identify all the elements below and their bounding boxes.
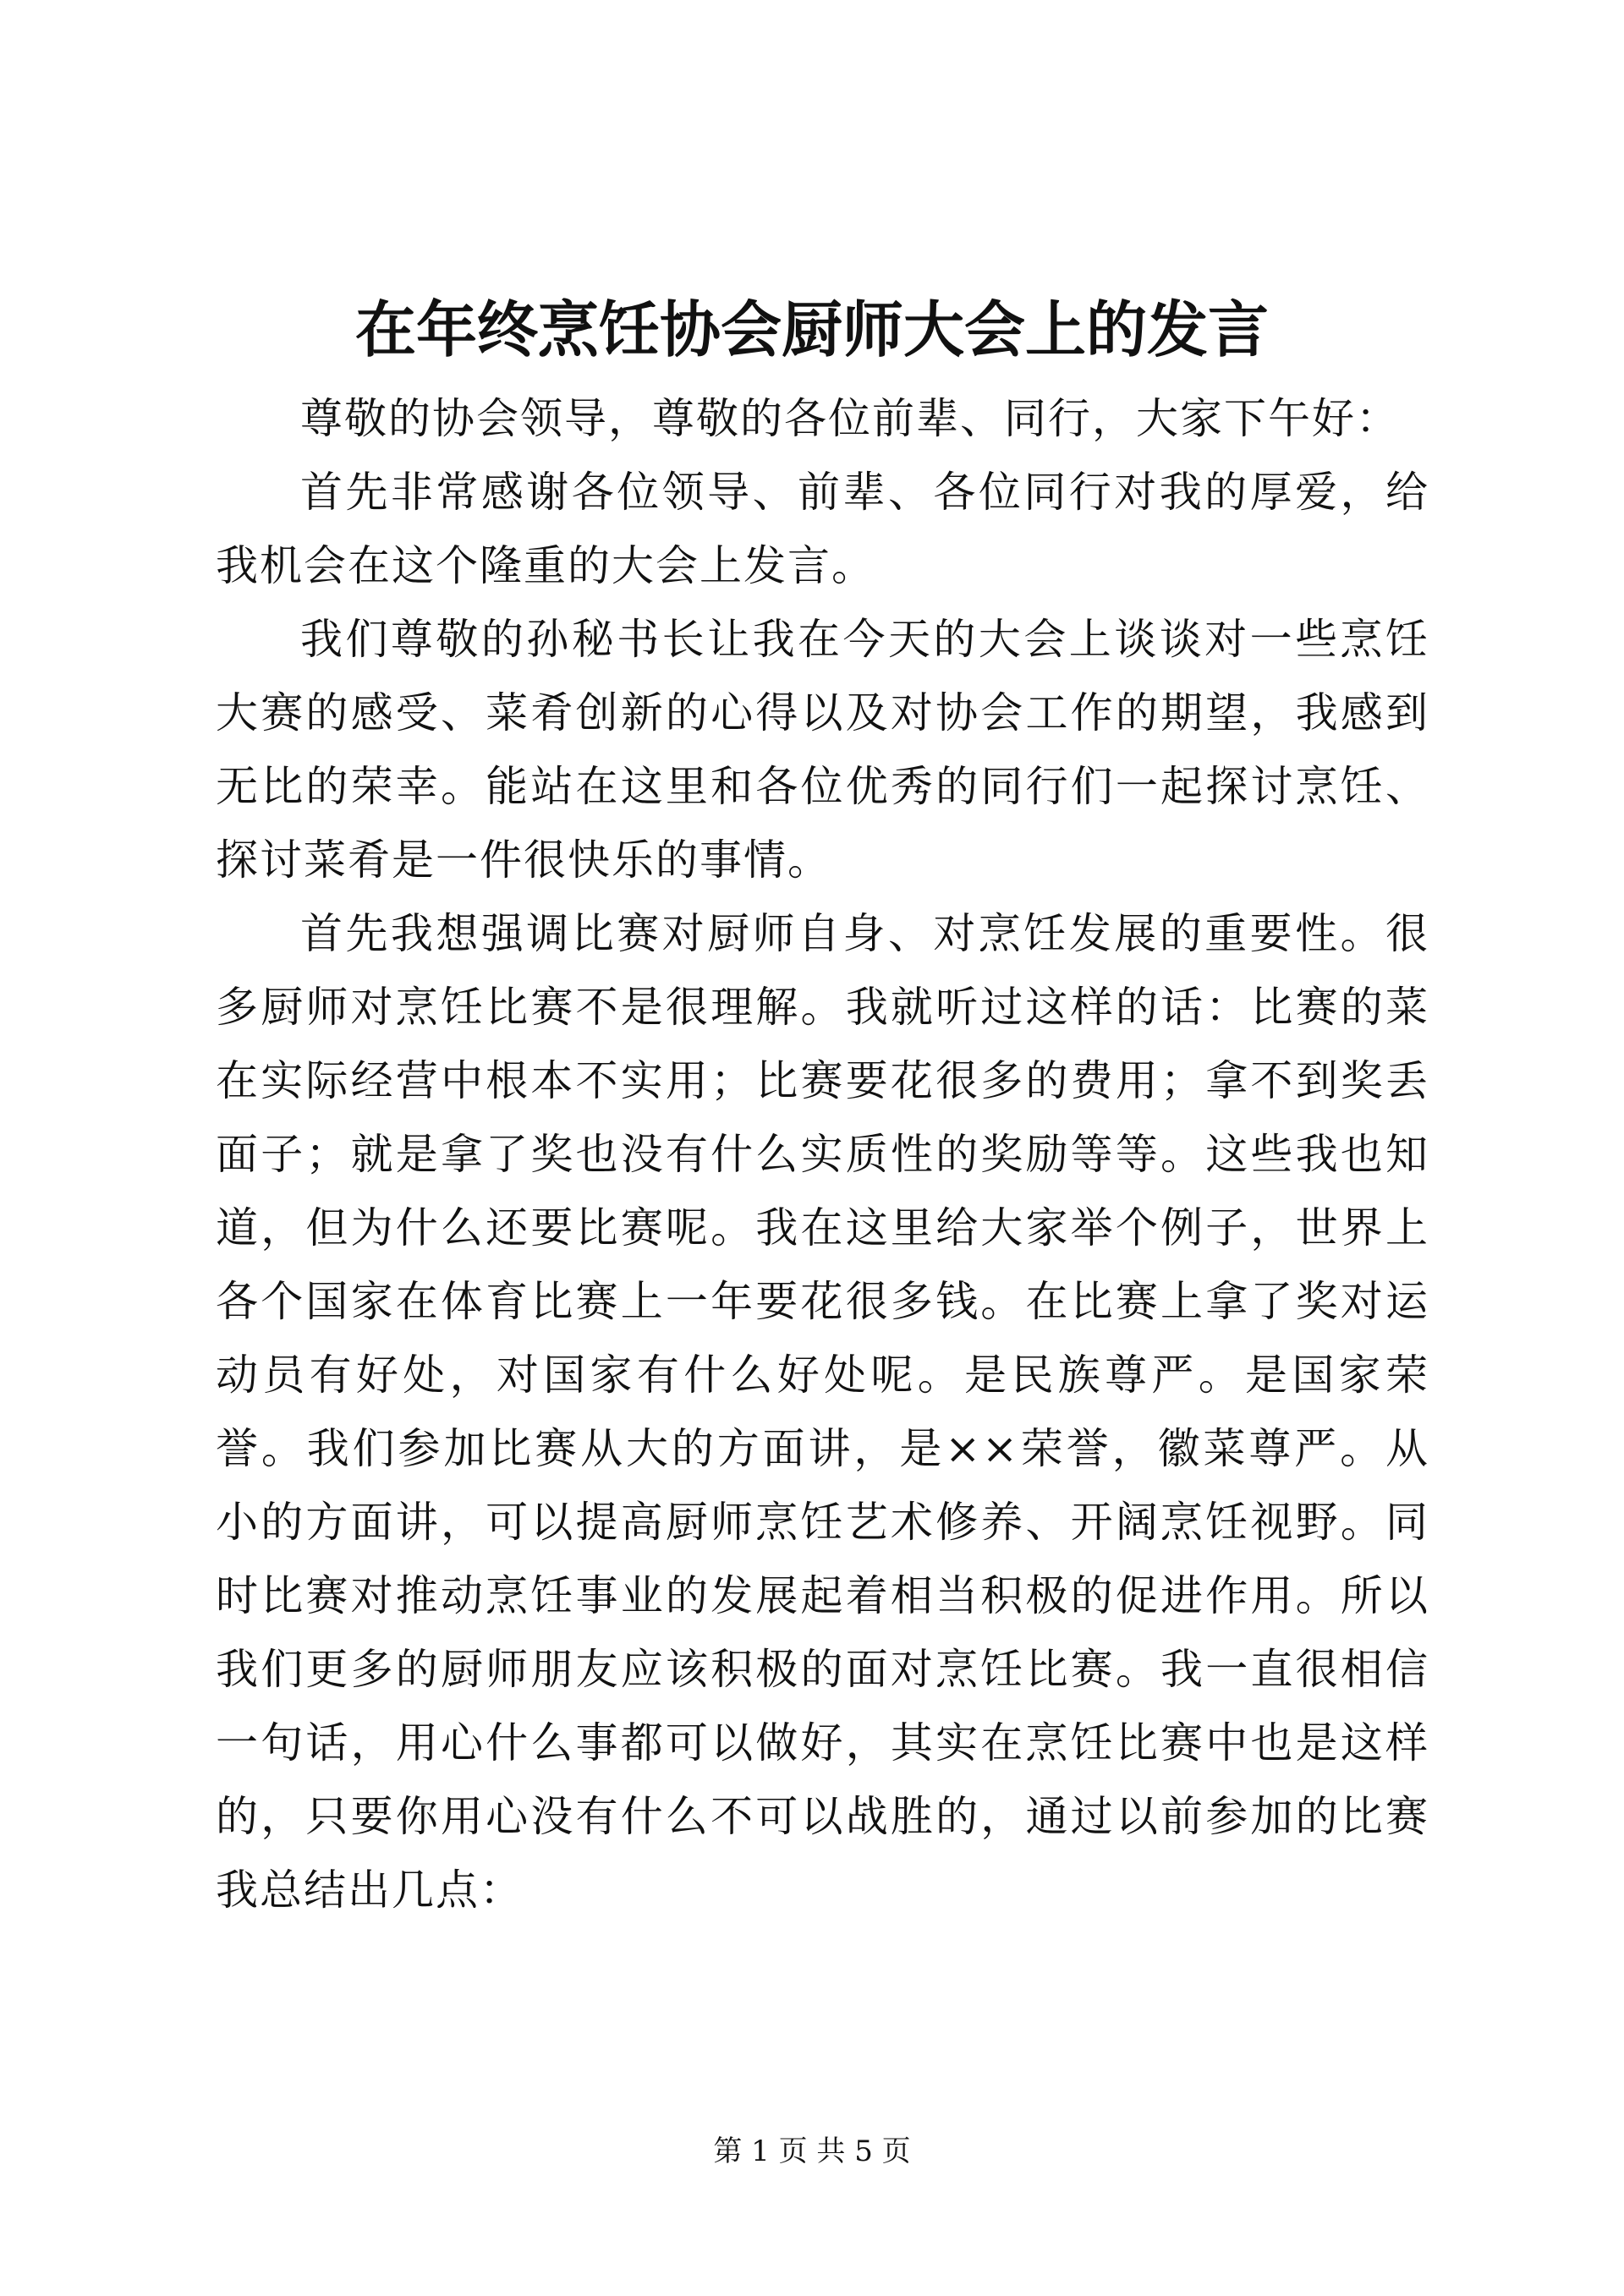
paragraph-honor: 我们尊敬的孙秘书长让我在今天的大会上谈谈对一些烹饪大赛的感受、菜肴创新的心得以及对协会工作的期望，我感到无比的荣幸。能站在这里和各位优秀的同行们一起探讨烹饪、探讨菜肴是一件很快乐的事情。 <box>216 615 1429 885</box>
paragraph-competition: 首先我想强调比赛对厨师自身、对烹饪发展的重要性。很多厨师对烹饪比赛不是很理解。我就听过这样的话：比赛的菜在实际经营中根本不实用；比赛要花很多的费用；拿不到奖丢面子；就是拿了奖也没有什么实质性的奖励等等。这些我也知道，但为什么还要比赛呢。我在这里给大家举个例子，世界上各个国家在体育比赛上一年要花很多钱。在比赛上拿了奖对运动员有好处，对国家有什么好处呢。是民族尊严。是国家荣誉。我们参加比赛从大的方面讲，是××荣誉，徽菜尊严。从小的方面讲，可以提高厨师烹饪艺术修养、开阔烹饪视野。同时比赛对推动烹饪事业的发展起着相当积极的促进作用。所以我们更多的厨师朋友应该积极的面对烹饪比赛。我一直很相信一句话，用心什么事都可以做好，其实在烹饪比赛中也是这样的，只要你用心没有什么不可以战胜的，通过以前参加的比赛我总结出几点： <box>216 909 1429 1915</box>
page-footer: 第 1 页 共 5 页 <box>713 2134 911 2168</box>
document-body <box>216 382 1429 1927</box>
paragraph-greeting: 尊敬的协会领导，尊敬的各位前辈、同行，大家下午好： <box>300 394 1400 443</box>
paragraph-thanks: 首先非常感谢各位领导、前辈、各位同行对我的厚爱，给我机会在这个隆重的大会上发言。 <box>216 468 1429 590</box>
document-title: 在年终烹饪协会厨师大会上的发言 <box>354 293 1269 365</box>
